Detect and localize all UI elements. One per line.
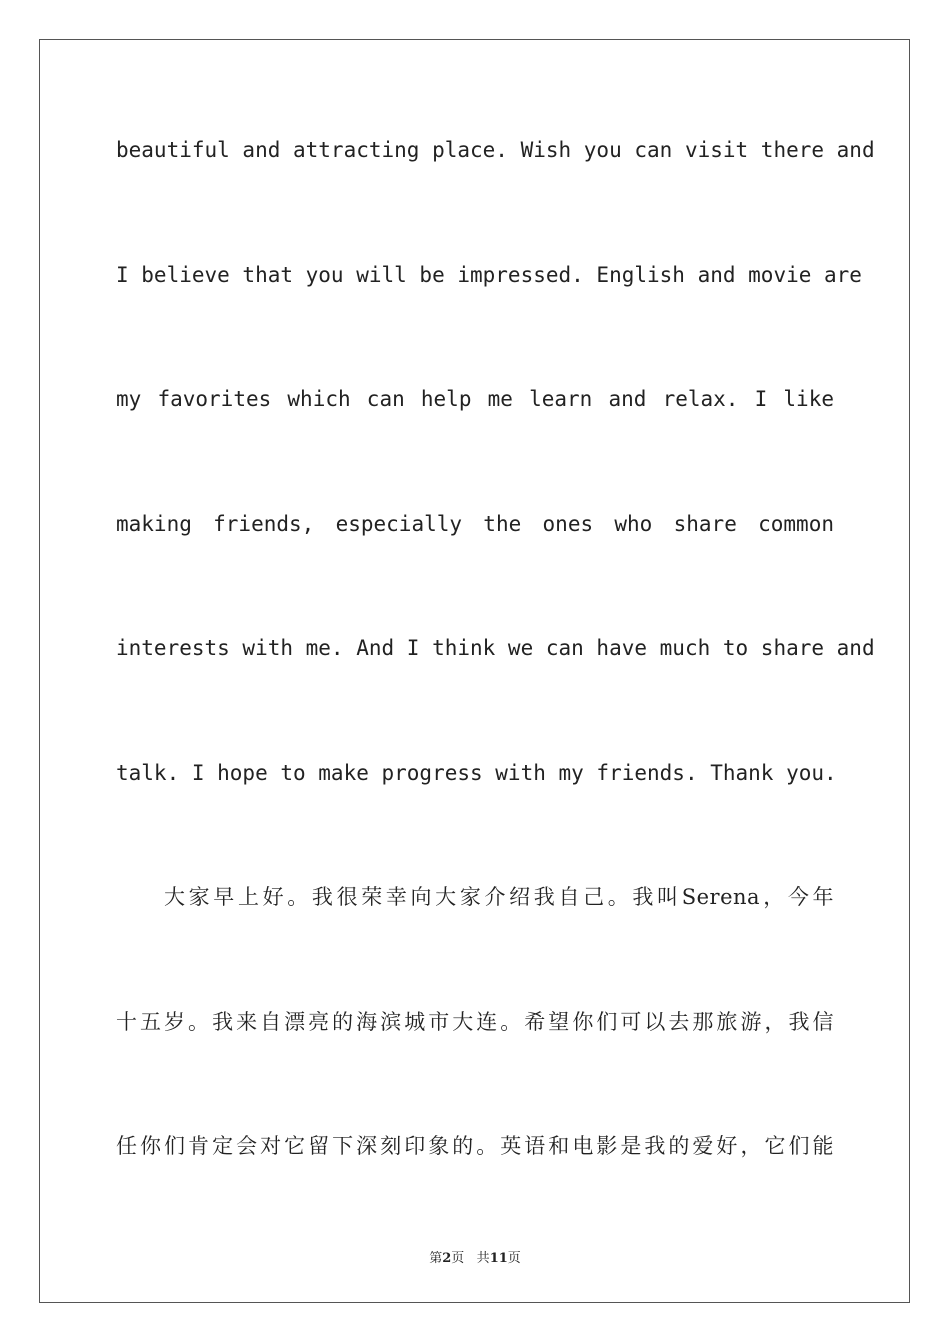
footer-page-number: 2 xyxy=(442,1251,452,1266)
footer-total-suffix: 页 xyxy=(507,1251,521,1266)
footer-page-suffix: 页 xyxy=(451,1251,465,1266)
english-line-1: beautiful and attracting place. Wish you can visit there and xyxy=(116,138,875,162)
chinese-line-2: 十五岁。我来自漂亮的海滨城市大连。希望你们可以去那旅游，我信 xyxy=(116,1009,834,1034)
chinese-line-1: 大家早上好。我很荣幸向大家介绍我自己。我叫Serena，今年 xyxy=(164,885,834,909)
chinese-line-3: 任你们肯定会对它留下深刻印象的。英语和电影是我的爱好，它们能 xyxy=(116,1134,834,1158)
english-line-4: making friends, especially the ones who share common xyxy=(116,511,834,536)
footer-total-pages: 11 xyxy=(489,1251,508,1266)
english-line-2: I believe that you will be impressed. English and movie are xyxy=(116,262,862,287)
document-body xyxy=(116,108,875,1229)
footer-page-prefix: 第 xyxy=(429,1251,443,1266)
english-line-3: my favorites which can help me learn and relax. I like xyxy=(116,387,834,411)
footer-total-prefix: 共 xyxy=(476,1251,490,1266)
english-line-5: interests with me. And I think we can have much to share and xyxy=(116,636,875,660)
english-line-6: talk. I hope to make progress with my friends. Thank you. xyxy=(116,760,837,785)
page-footer xyxy=(0,1247,950,1266)
